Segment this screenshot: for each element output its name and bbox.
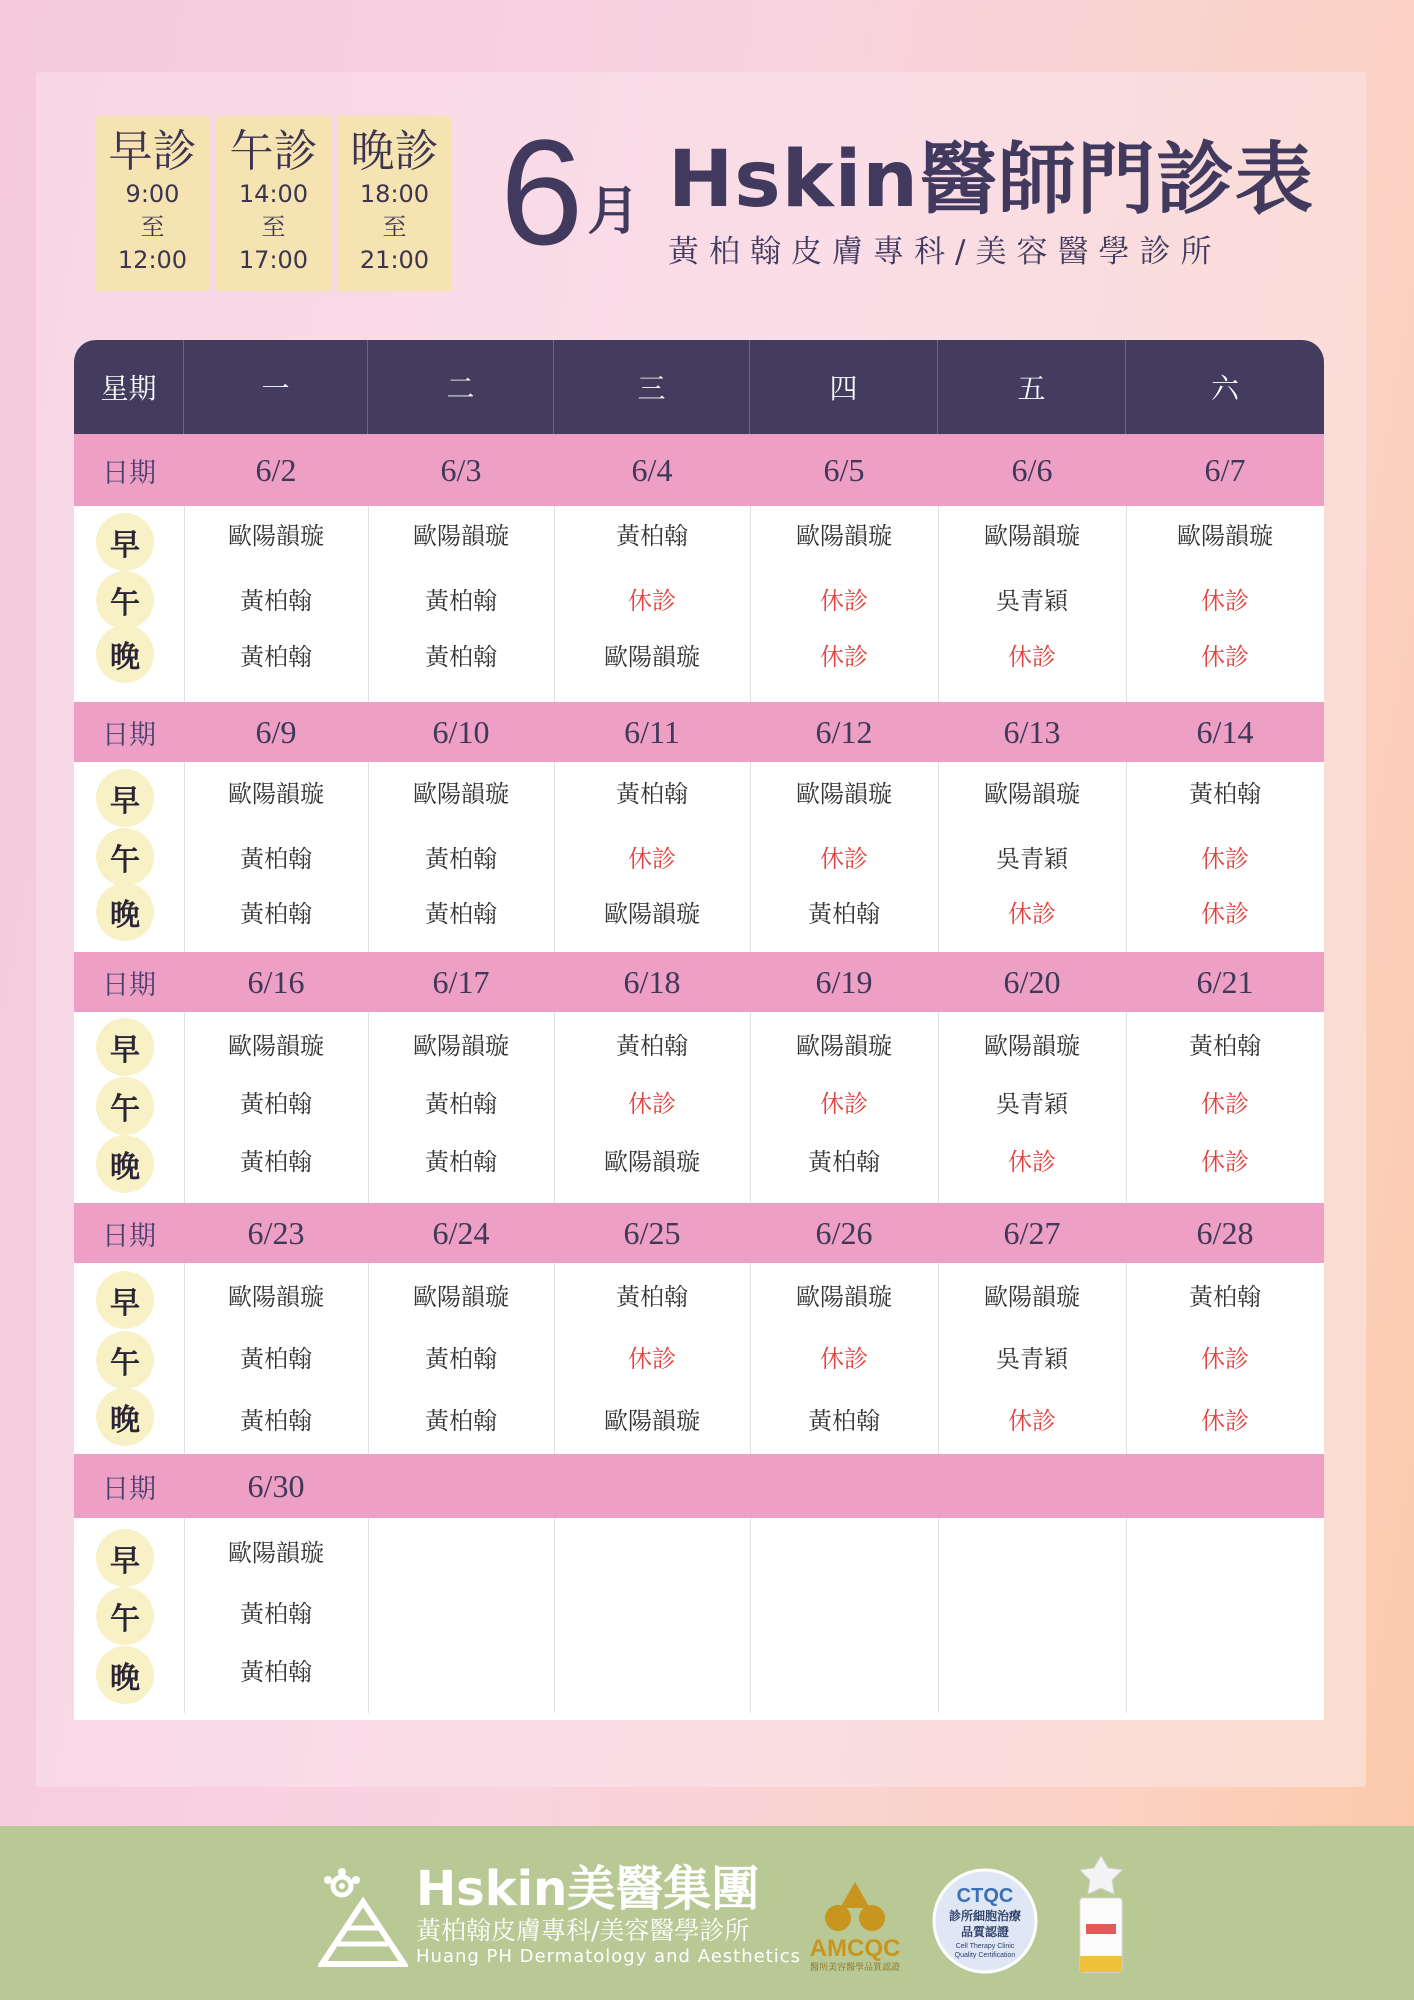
- doctor-entry: 歐陽韻璇: [984, 522, 1080, 550]
- closed-entry: 休診: [628, 1090, 676, 1118]
- doctor-entry: 歐陽韻璇: [604, 643, 700, 671]
- date-cell: 6/9: [255, 713, 297, 750]
- schedule-week-block: [74, 506, 1324, 702]
- schedule-week-block: [74, 1012, 1324, 1203]
- session-end: 12:00: [117, 246, 188, 274]
- session-circle: 早: [96, 1529, 154, 1587]
- schedule-week-block: [74, 1518, 1324, 1713]
- closed-entry: 休診: [1008, 643, 1056, 671]
- doctor-entry: 吳青穎: [996, 845, 1068, 873]
- weekday-header-cell: 五: [938, 340, 1126, 434]
- doctor-entry: 歐陽韻璇: [228, 1283, 324, 1311]
- closed-entry: 休診: [820, 1345, 868, 1373]
- session-circle: 晚: [96, 1135, 154, 1193]
- doctor-entry: 歐陽韻璇: [413, 1032, 509, 1060]
- date-cell: 6/14: [1196, 713, 1254, 750]
- doctor-entry: 黃柏翰: [1189, 1032, 1261, 1060]
- session-circle: 晚: [96, 883, 154, 941]
- date-cell: 6/7: [1204, 451, 1246, 488]
- column-divider: [554, 1518, 555, 1713]
- date-cell: 6/4: [631, 451, 673, 488]
- doctor-entry: 吳青穎: [996, 1345, 1068, 1373]
- brand-english: Huang PH Dermatology and Aesthetics: [416, 1946, 802, 1967]
- session-circle: 晚: [96, 1388, 154, 1446]
- doctor-entry: 歐陽韻璇: [228, 780, 324, 808]
- date-cell: 6/16: [247, 963, 305, 1000]
- date-cell: 6/17: [432, 963, 490, 1000]
- session-circle: 午: [96, 1077, 154, 1135]
- date-cell: 6/21: [1196, 963, 1254, 1000]
- session-start: 14:00: [238, 180, 309, 208]
- session-name: 午診: [229, 126, 318, 177]
- doctor-entry: 黃柏翰: [808, 1407, 880, 1435]
- weekday-header-cell: 一: [184, 340, 368, 434]
- ctqc-en2: Quality Certification: [954, 1952, 1016, 1959]
- session-name: 晚診: [350, 126, 439, 177]
- doctor-entry: 黃柏翰: [240, 643, 312, 671]
- date-cell: 6/11: [624, 713, 680, 750]
- session-circle: 早: [96, 513, 154, 571]
- date-cell: 6/2: [255, 451, 297, 488]
- brand-name: Hskin美醫集團: [416, 1861, 760, 1917]
- doctor-entry: 黃柏翰: [425, 587, 497, 615]
- closed-entry: 休診: [1008, 1407, 1056, 1435]
- doctor-entry: 歐陽韻璇: [228, 522, 324, 550]
- doctor-entry: 歐陽韻璇: [984, 1283, 1080, 1311]
- ctqc-line2: 品質認證: [960, 1925, 1010, 1939]
- doctor-entry: 歐陽韻璇: [984, 1032, 1080, 1060]
- weekday-header-cell: 三: [554, 340, 750, 434]
- schedule-table: [74, 340, 1324, 1720]
- closed-entry: 休診: [1201, 900, 1249, 928]
- doctor-entry: 歐陽韻璇: [604, 900, 700, 928]
- date-cell: 6/26: [815, 1214, 873, 1251]
- schedule-week-block: [74, 762, 1324, 952]
- month-number: 6: [500, 108, 584, 276]
- date-row-label: 日期: [102, 457, 156, 489]
- award-trophy-icon: [1074, 1852, 1128, 1976]
- session-to: 至: [140, 213, 165, 241]
- amcqc-badge-icon: [800, 1874, 910, 1974]
- weekday-header-label: 星期: [74, 340, 184, 434]
- closed-entry: 休診: [1008, 1148, 1056, 1176]
- doctor-entry: 歐陽韻璇: [796, 780, 892, 808]
- doctor-entry: 黃柏翰: [240, 900, 312, 928]
- footer-brand: [416, 1862, 801, 1968]
- doctor-entry: 黃柏翰: [808, 1148, 880, 1176]
- column-divider: [1126, 1518, 1127, 1713]
- doctor-entry: 黃柏翰: [616, 1032, 688, 1060]
- session-circle: 午: [96, 1587, 154, 1645]
- session-to: 至: [382, 213, 407, 241]
- date-cell: 6/5: [823, 451, 865, 488]
- session-end: 21:00: [359, 246, 430, 274]
- closed-entry: 休診: [628, 845, 676, 873]
- ctqc-label: CTQC: [956, 1885, 1014, 1907]
- doctor-entry: 黃柏翰: [240, 587, 312, 615]
- closed-entry: 休診: [1201, 1090, 1249, 1118]
- closed-entry: 休診: [628, 1345, 676, 1373]
- date-cell: 6/30: [247, 1467, 305, 1504]
- doctor-entry: 黃柏翰: [425, 900, 497, 928]
- doctor-entry: 黃柏翰: [240, 1345, 312, 1373]
- doctor-entry: 黃柏翰: [425, 643, 497, 671]
- schedule-week-block: [74, 1263, 1324, 1454]
- date-row: [74, 702, 1324, 762]
- date-cell: 6/27: [1003, 1214, 1061, 1251]
- session-circle: 早: [96, 769, 154, 827]
- session-to: 至: [261, 213, 286, 241]
- session-card-morning: [95, 116, 210, 291]
- amcqc-label: AMCQC: [809, 1935, 901, 1962]
- page-subtitle: 黃柏翰皮膚專科/美容醫學診所: [668, 234, 1222, 270]
- doctor-entry: 吳青穎: [996, 1090, 1068, 1118]
- date-cell: 6/3: [440, 451, 482, 488]
- closed-entry: 休診: [1201, 643, 1249, 671]
- doctor-entry: 黃柏翰: [240, 1658, 312, 1686]
- date-row: [74, 952, 1324, 1012]
- doctor-entry: 黃柏翰: [1189, 780, 1261, 808]
- closed-entry: 休診: [1201, 1407, 1249, 1435]
- closed-entry: 休診: [820, 587, 868, 615]
- doctor-entry: 黃柏翰: [240, 1600, 312, 1628]
- doctor-entry: 黃柏翰: [240, 1090, 312, 1118]
- session-card-evening: [337, 116, 452, 291]
- doctor-entry: 黃柏翰: [616, 780, 688, 808]
- date-cell: 6/25: [623, 1214, 681, 1251]
- doctor-entry: 歐陽韻璇: [604, 1407, 700, 1435]
- doctor-entry: 歐陽韻璇: [796, 1283, 892, 1311]
- doctor-entry: 黃柏翰: [616, 522, 688, 550]
- date-row: [74, 1203, 1324, 1263]
- weekday-header-cell: 四: [750, 340, 938, 434]
- doctor-entry: 歐陽韻璇: [413, 522, 509, 550]
- weekday-header-cell: 二: [368, 340, 554, 434]
- date-cell: 6/10: [432, 713, 490, 750]
- ctqc-badge-icon: [932, 1868, 1038, 1974]
- doctor-entry: 黃柏翰: [240, 845, 312, 873]
- doctor-entry: 黃柏翰: [616, 1283, 688, 1311]
- doctor-entry: 黃柏翰: [240, 1407, 312, 1435]
- date-row-label: 日期: [102, 1220, 156, 1252]
- column-divider: [750, 1518, 751, 1713]
- date-cell: 6/18: [623, 963, 681, 1000]
- doctor-entry: 黃柏翰: [425, 1148, 497, 1176]
- session-end: 17:00: [238, 246, 309, 274]
- doctor-entry: 歐陽韻璇: [984, 780, 1080, 808]
- session-card-afternoon: [216, 116, 331, 291]
- month-unit: 月: [587, 182, 640, 242]
- weekday-header-cell: 六: [1210, 372, 1239, 405]
- brand-subtitle: 黃柏翰皮膚專科/美容醫學診所: [416, 1916, 750, 1945]
- ctqc-line1: 診所細胞治療: [948, 1909, 1022, 1923]
- month-heading: [500, 108, 640, 276]
- doctor-entry: 歐陽韻璇: [413, 1283, 509, 1311]
- date-row: [74, 1454, 1324, 1518]
- doctor-entry: 歐陽韻璇: [228, 1032, 324, 1060]
- date-row-label: 日期: [102, 969, 156, 1001]
- closed-entry: 休診: [1201, 1148, 1249, 1176]
- doctor-entry: 黃柏翰: [425, 1407, 497, 1435]
- session-circle: 午: [96, 1331, 154, 1389]
- date-cell: 6/24: [432, 1214, 490, 1251]
- doctor-entry: 歐陽韻璇: [228, 1539, 324, 1567]
- weekday-header-row: [74, 340, 1324, 434]
- closed-entry: 休診: [1008, 900, 1056, 928]
- date-cell: 6/6: [1011, 451, 1053, 488]
- doctor-entry: 黃柏翰: [425, 845, 497, 873]
- session-name: 早診: [108, 126, 197, 177]
- date-row-label: 日期: [102, 1473, 156, 1505]
- date-row: [74, 434, 1324, 506]
- hskin-logo-icon: [318, 1868, 408, 1968]
- closed-entry: 休診: [820, 1090, 868, 1118]
- doctor-entry: 歐陽韻璇: [604, 1148, 700, 1176]
- doctor-entry: 歐陽韻璇: [796, 522, 892, 550]
- session-circle: 午: [96, 571, 154, 629]
- closed-entry: 休診: [820, 643, 868, 671]
- column-divider: [938, 1518, 939, 1713]
- date-row-label: 日期: [102, 719, 156, 751]
- ctqc-en1: Cell Therapy Clinic: [955, 1943, 1015, 1950]
- closed-entry: 休診: [1201, 587, 1249, 615]
- session-hours: [95, 116, 452, 291]
- doctor-entry: 黃柏翰: [425, 1345, 497, 1373]
- session-circle: 晚: [96, 1646, 154, 1704]
- closed-entry: 休診: [1201, 845, 1249, 873]
- session-start: 18:00: [359, 180, 430, 208]
- session-circle: 早: [96, 1018, 154, 1076]
- date-cell: 6/19: [815, 963, 873, 1000]
- doctor-entry: 歐陽韻璇: [1177, 522, 1273, 550]
- doctor-entry: 黃柏翰: [425, 1090, 497, 1118]
- doctor-entry: 歐陽韻璇: [413, 780, 509, 808]
- closed-entry: 休診: [820, 845, 868, 873]
- doctor-entry: 黃柏翰: [1189, 1283, 1261, 1311]
- page-title: Hskin醫師門診表: [668, 135, 1314, 225]
- session-circle: 午: [96, 828, 154, 886]
- doctor-entry: 歐陽韻璇: [796, 1032, 892, 1060]
- amcqc-sublabel: 醫所美容醫學品質認證: [809, 1963, 901, 1973]
- doctor-entry: 吳青穎: [996, 587, 1068, 615]
- date-cell: 6/23: [247, 1214, 305, 1251]
- closed-entry: 休診: [628, 587, 676, 615]
- date-cell: 6/12: [815, 713, 873, 750]
- date-cell: 6/20: [1003, 963, 1061, 1000]
- doctor-entry: 黃柏翰: [240, 1148, 312, 1176]
- session-circle: 晚: [96, 625, 154, 683]
- closed-entry: 休診: [1201, 1345, 1249, 1373]
- session-start: 9:00: [125, 180, 180, 208]
- column-divider: [368, 1518, 369, 1713]
- session-circle: 早: [96, 1271, 154, 1329]
- date-cell: 6/13: [1003, 713, 1061, 750]
- doctor-entry: 黃柏翰: [808, 900, 880, 928]
- date-cell: 6/28: [1196, 1214, 1254, 1251]
